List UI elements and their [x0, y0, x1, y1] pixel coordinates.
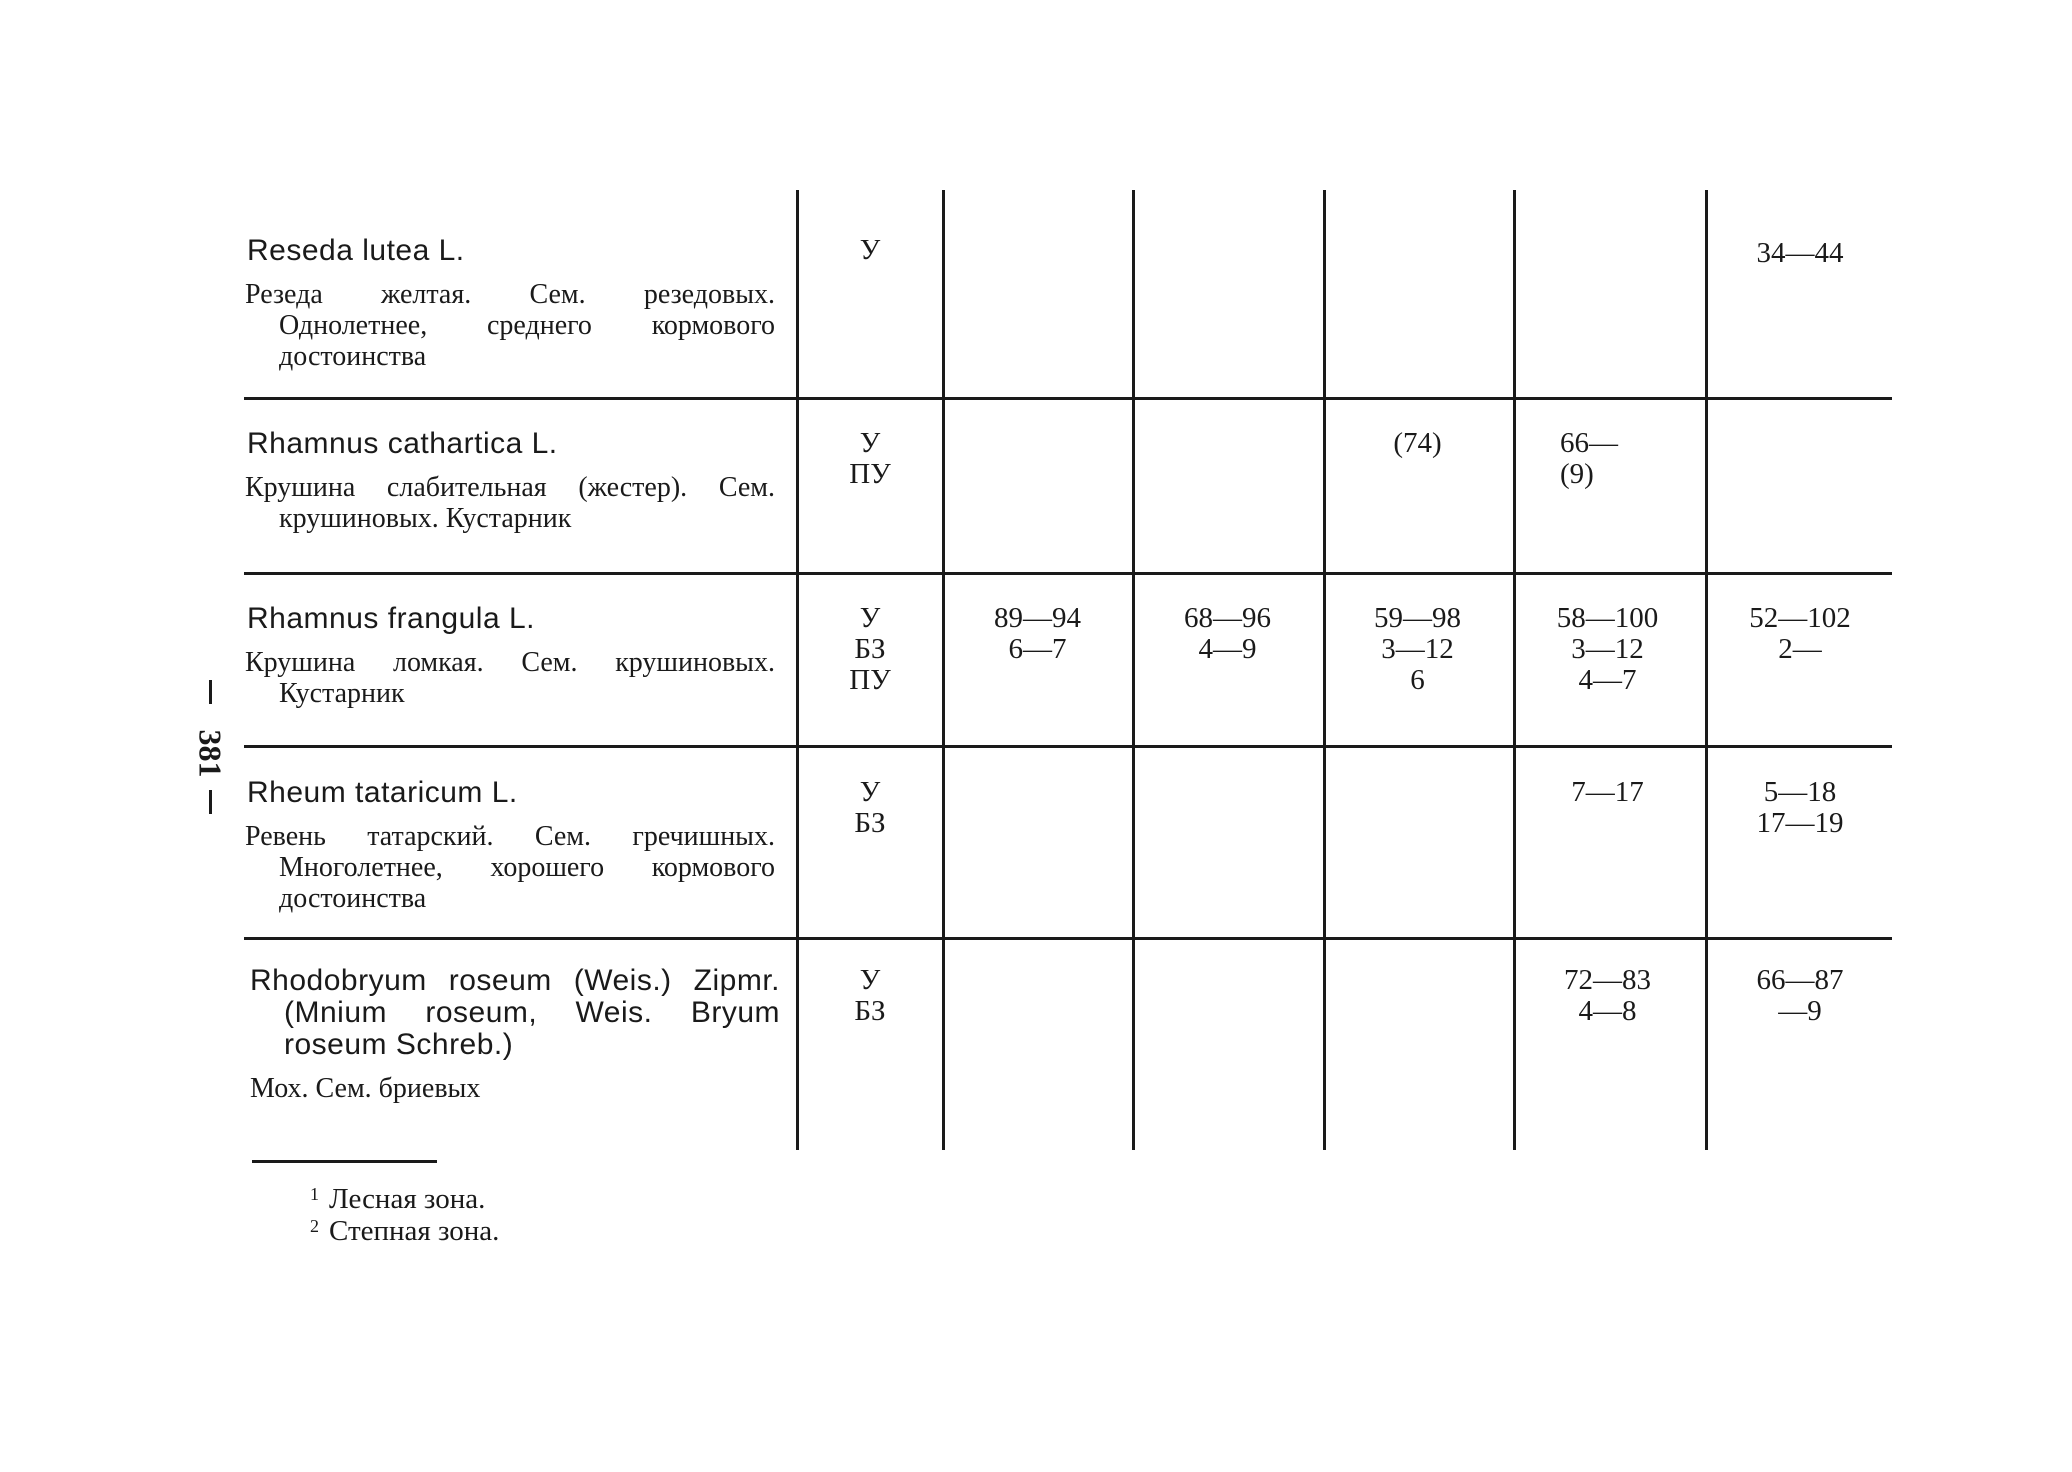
zone-cell: У	[859, 234, 881, 266]
page-number	[190, 680, 230, 820]
footnote-text: Лесная зона.	[329, 1183, 486, 1215]
data-cell: 72—83 4—8	[1564, 964, 1651, 1027]
zone-cell: У БЗ ПУ	[849, 602, 891, 696]
row-separator	[244, 397, 1892, 400]
data-cell: 66—87 —9	[1756, 964, 1844, 1027]
species-description: Мох. Сем. бриевых	[250, 1073, 481, 1104]
data-cell: 66— (9)	[1560, 427, 1618, 490]
row-separator	[244, 937, 1892, 940]
footnote-mark: 1	[310, 1184, 319, 1204]
data-cell: 59—98 3—12 6	[1374, 602, 1461, 696]
species-description: Крушина ломкая. Сем. крушиновых. Кустарник	[245, 647, 775, 709]
data-cell: 7—17	[1571, 776, 1644, 808]
page-number-dash-bottom	[209, 790, 212, 814]
row-separator	[244, 572, 1892, 575]
data-cell: 58—100 3—12 4—7	[1556, 602, 1659, 696]
column-rule	[796, 190, 799, 1150]
zone-cell: У ПУ	[849, 427, 891, 490]
footnote	[310, 1210, 499, 1247]
data-cell: 68—96 4—9	[1184, 602, 1271, 665]
data-cell: (74)	[1393, 427, 1442, 459]
column-rule	[942, 190, 945, 1150]
row-separator	[244, 745, 1892, 748]
species-description: Ревень татарский. Сем. гречишных. Многолетнее, хорошего кормового достоинства	[245, 821, 775, 914]
zone-cell: У БЗ	[854, 776, 886, 839]
species-latin-name: Rheum tataricum L.	[247, 776, 518, 809]
species-description: Крушина слабительная (жестер). Сем. крушиновых. Кустарник	[245, 472, 775, 534]
data-cell: 52—102 2—	[1749, 602, 1851, 665]
footnote-text: Степная зона.	[329, 1215, 500, 1247]
species-latin-name: Rhamnus cathartica L.	[247, 427, 558, 460]
species-description: Резеда желтая. Сем. резедовых. Однолетнее, среднего кормового достоинства	[245, 279, 775, 372]
species-latin-name: Reseda lutea L.	[247, 234, 465, 267]
data-cell: 89—94 6—7	[994, 602, 1081, 665]
column-rule	[1132, 190, 1135, 1150]
footnote-divider	[252, 1160, 437, 1163]
page-number-text: 381	[192, 729, 229, 778]
species-latin-name: Rhodobryum roseum (Weis.) Zipmr. (Mnium roseum, Weis. Bryum roseum Schreb.)	[250, 964, 780, 1061]
page-number-dash-top	[209, 680, 212, 704]
footnote-mark: 2	[310, 1216, 319, 1236]
species-latin-name: Rhamnus frangula L.	[247, 602, 535, 635]
data-cell: 5—18 17—19	[1756, 776, 1844, 839]
data-cell: 34—44	[1756, 237, 1844, 269]
zone-cell: У БЗ	[854, 964, 886, 1027]
